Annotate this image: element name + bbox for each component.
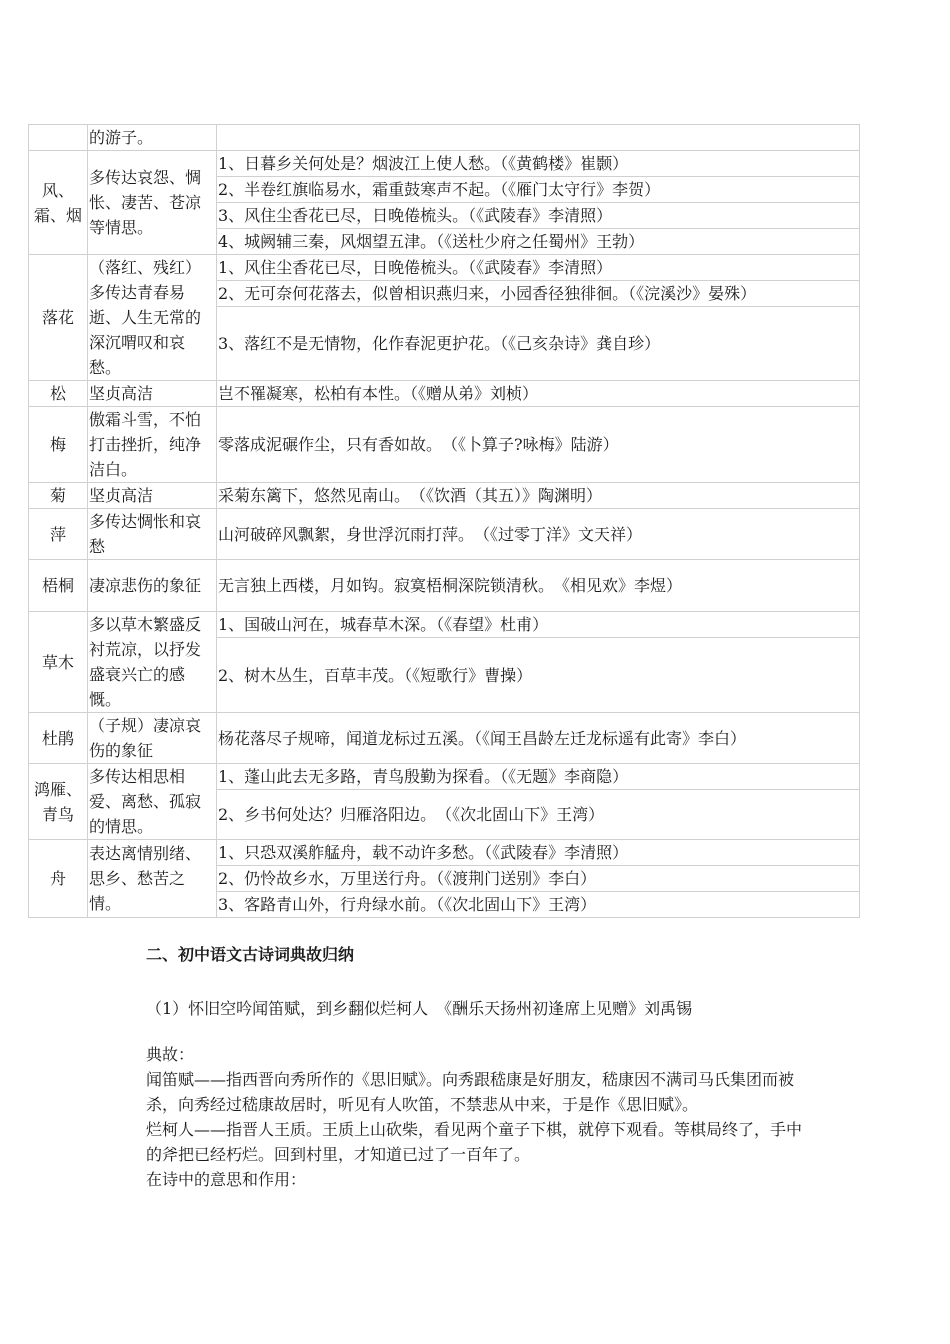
imagery-cell: 风、霜、烟 [29, 151, 88, 255]
imagery-cell: 鸿雁、青鸟 [29, 764, 88, 840]
poem-line-cell: 3、落红不是无情物，化作春泥更护花。（《己亥杂诗》龚自珍） [217, 307, 860, 381]
imagery-cell: 萍 [29, 509, 88, 560]
imagery-cell [29, 125, 88, 151]
poem-line-cell: 零落成泥碾作尘，只有香如故。 （《卜算子?咏梅》陆游） [217, 407, 860, 483]
meaning-cell: 傲霜斗雪，不怕打击挫折，纯净洁白。 [88, 407, 217, 483]
meaning-cell: 多传达相思相爱、离愁、孤寂的情思。 [88, 764, 217, 840]
meaning-cell: 坚贞高洁 [88, 381, 217, 407]
imagery-cell: 菊 [29, 483, 88, 509]
poem-line-cell: 杨花落尽子规啼，闻道龙标过五溪。（《闻王昌龄左迁龙标遥有此寄》李白） [217, 713, 860, 764]
meaning-cell: 凄凉悲伤的象征 [88, 560, 217, 612]
imagery-table [28, 124, 860, 918]
imagery-cell: 舟 [29, 840, 88, 918]
meaning-cell: 表达离情别绪、思乡、愁苦之情。 [88, 840, 217, 918]
table-row [29, 612, 860, 638]
meaning-cell: （落红、残红）多传达青春易逝、人生无常的深沉喟叹和哀愁。 [88, 255, 217, 381]
poem-line-cell: 1、蓬山此去无多路，青鸟殷勤为探看。（《无题》李商隐） [217, 764, 860, 790]
poem-line-cell: 1、风住尘香花已尽，日晚倦梳头。（《武陵春》李清照） [217, 255, 860, 281]
table-row [29, 483, 860, 509]
poem-line-cell: 3、客路青山外，行舟绿水前。（《次北固山下》王湾） [217, 892, 860, 918]
imagery-cell: 梧桐 [29, 560, 88, 612]
meaning-cell: 的游子。 [88, 125, 217, 151]
poem-line-cell: 2、无可奈何花落去，似曾相识燕归来，小园香径独徘徊。（《浣溪沙》晏殊） [217, 281, 860, 307]
allusion-paragraph: 闻笛赋——指西晋向秀所作的《思旧赋》。向秀跟嵇康是好朋友，嵇康因不满司马氏集团而被杀，向秀经过嵇康故居时，听见有人吹笛，不禁悲从中来，于是作《思旧赋》。 [146, 1070, 795, 1114]
meaning-cell: 坚贞高洁 [88, 483, 217, 509]
poem-line-cell: 采菊东篱下，悠然见南山。 （《饮酒（其五）》陶渊明） [217, 483, 860, 509]
imagery-cell: 松 [29, 381, 88, 407]
poem-line-cell: 1、国破山河在，城春草木深。（《春望》杜甫） [217, 612, 860, 638]
poem-line-cell: 1、只恐双溪舴艋舟，载不动许多愁。（《武陵春》李清照） [217, 840, 860, 866]
poem-line-cell: 2、仍怜故乡水，万里送行舟。（《渡荆门送别》李白） [217, 866, 860, 892]
table-row [29, 407, 860, 483]
table-row [29, 255, 860, 281]
meaning-cell: 多传达惆怅和哀愁 [88, 509, 217, 560]
table-row [29, 151, 860, 177]
meaning-cell: （子规）凄凉哀伤的象征 [88, 713, 217, 764]
poem-line-cell: 2、乡书何处达？归雁洛阳边。 （《次北固山下》王湾） [217, 790, 860, 840]
poem-line-cell: 无言独上西楼，月如钩。寂寞梧桐深院锁清秋。 《相见欢》李煜） [217, 560, 860, 612]
allusion-paragraph: 烂柯人——指晋人王质。王质上山砍柴，看见两个童子下棋，就停下观看。等棋局终了，手中的斧把已经朽烂。回到村里，才知道已过了一百年了。 [146, 1120, 803, 1164]
imagery-cell: 落花 [29, 255, 88, 381]
table-row [29, 840, 860, 866]
imagery-cell: 草木 [29, 612, 88, 713]
table-row [29, 509, 860, 560]
allusion-body [146, 1042, 814, 1192]
poem-line-cell: 山河破碎风飘絮，身世浮沉雨打萍。 （《过零丁洋》文天祥） [217, 509, 860, 560]
table-row [29, 125, 860, 151]
poem-line-cell: 2、半卷红旗临易水，霜重鼓寒声不起。（《雁门太守行》李贺） [217, 177, 860, 203]
poem-line-cell [217, 125, 860, 151]
meaning-cell: 多传达哀怨、惆怅、凄苦、苍凉等情思。 [88, 151, 217, 255]
table-row [29, 381, 860, 407]
imagery-cell: 杜鹃 [29, 713, 88, 764]
table-row [29, 764, 860, 790]
poem-line-cell: 1、日暮乡关何处是？烟波江上使人愁。（《黄鹤楼》崔颢） [217, 151, 860, 177]
poem-line-cell: 4、城阙辅三秦，风烟望五津。（《送杜少府之任蜀州》王勃） [217, 229, 860, 255]
allusion-heading: （1）怀旧空吟闻笛赋，到乡翻似烂柯人 《酬乐天扬州初逢席上见赠》刘禹锡 [146, 999, 693, 1018]
table-row [29, 713, 860, 764]
poem-line-cell: 岂不罹凝寒，松柏有本性。（《赠从弟》刘桢） [217, 381, 860, 407]
poem-line-cell: 3、风住尘香花已尽，日晚倦梳头。（《武陵春》李清照） [217, 203, 860, 229]
table-row [29, 560, 860, 612]
imagery-table-body [29, 125, 860, 918]
poem-line-cell: 2、树木丛生，百草丰茂。（《短歌行》曹操） [217, 638, 860, 713]
meaning-cell: 多以草木繁盛反衬荒凉，以抒发盛衰兴亡的感慨。 [88, 612, 217, 713]
allusion-label: 典故： [146, 1045, 195, 1064]
imagery-cell: 梅 [29, 407, 88, 483]
allusion-question: 在诗中的意思和作用： [146, 1170, 307, 1189]
section-title: 二、初中语文古诗词典故归纳 [146, 945, 355, 964]
